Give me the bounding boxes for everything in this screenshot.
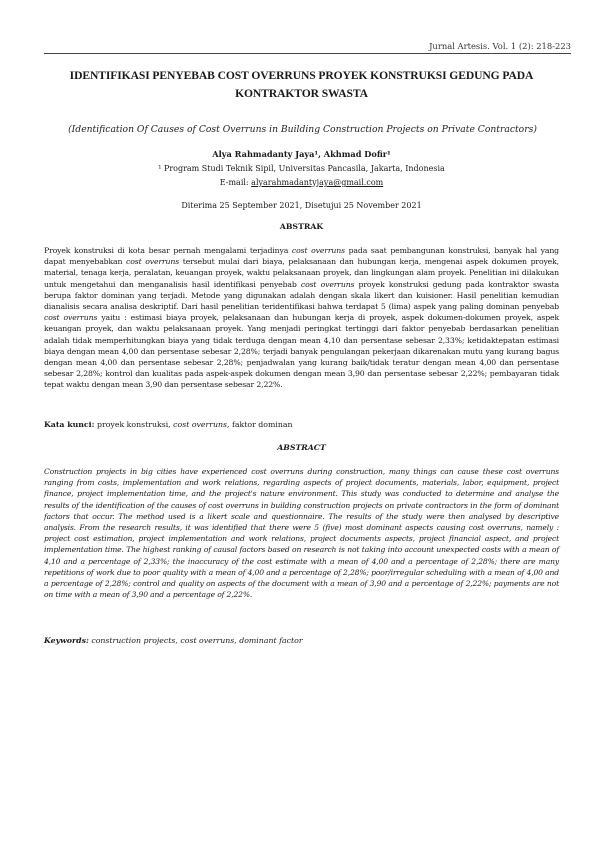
paper-title: IDENTIFIKASI PENYEBAB COST OVERRUNS PROYEK KONSTRUKSI GEDUNG PADA KONTRAKTOR SWASTA (69, 69, 534, 100)
kata-kunci-text: , faktor dominan (227, 420, 293, 429)
kata-kunci-label: Kata kunci: (44, 420, 95, 429)
kata-kunci (44, 420, 559, 429)
received-accepted-dates: Diterima 25 September 2021, Disetujui 25 November 2021 (181, 201, 422, 210)
abstrak-body (44, 245, 559, 391)
affiliation: ¹ Program Studi Teknik Sipil, Universitas Pancasila, Jakarta, Indonesia (158, 164, 445, 173)
abstrak-text: proyek konstruksi gedung pada kontraktor swasta berupa faktor dominan yang terjadi. Metode yang digunakan adalah dengan skala likert dan kuisioner. Hasil penelitian kemudian dianalisis secara analisa deskriptif. Dari hasil penelitian teridentifikasi bahwa terdapat 5 (lima) aspek yang paling dominan penyebab (44, 279, 559, 312)
kata-kunci-text: proyek konstruksi, (94, 420, 174, 429)
running-head: Jurnal Artesis. Vol. 1 (2): 218-223 (429, 41, 571, 51)
abstrak-text: yaitu : estimasi biaya proyek, pelaksanaan dan hubungan kerja di proyek, aspek dokumen-dokumen proyek, aspek keuangan proyek, dan waktu pelaksanaan proyek. Yang menjadi peringkat tertinggi dari faktor penyebab berdasarkan penelitian adalah tidak memperhitungkan biaya yang tidak terduga dengan mean 4,10 dan persentase sebesar 2,33%; ketidaktepatan estimasi biaya dengan mean 4,00 dan persentase sebesar 2,28%; terjadi banyak pengulangan pekerjaan dikarenakan mutu yang kurang bagus dengan mean 4,00 dan persentase sebesar 2,28%; penjadwalan yang kurang baik/tidak teratur dengan mean 4,00 dan persentase sebesar 2,28%; kontrol dan kualitas pada aspek-aspek dokumen dengan mean 3,90 dan persentase sebesar 2,22%; pembayaran tidak tepat waktu dengan mean 3,90 dan persentase sebesar 2,22%. (44, 313, 559, 390)
email-line (44, 178, 559, 187)
header-rule (44, 53, 571, 54)
abstract-heading: ABSTRACT (277, 443, 326, 452)
keywords-text: construction projects, cost overruns, dominant factor (88, 636, 303, 645)
keywords (44, 636, 559, 645)
abstrak-text: pada saat pembangunan konstruksi, banyak hal yang dapat menyebabkan (44, 246, 559, 267)
abstrak-italic-term: cost overruns (300, 279, 355, 289)
abstrak-italic-term: cost overruns (291, 246, 345, 255)
email-link[interactable]: alyarahmadantyjaya@gmail.com (251, 178, 384, 187)
kata-kunci-italic: cost overruns (173, 420, 228, 429)
abstrak-text: Proyek konstruksi di kota besar pernah mengalami terjadinya (44, 246, 292, 255)
paper-subtitle: (Identification Of Causes of Cost Overruns in Building Construction Projects on Private Contractors) (68, 124, 537, 135)
abstrak-heading: ABSTRAK (279, 222, 324, 231)
abstrak-text: tersebut mulai dari biaya, pelaksanaan dan hubungan kerja, mengenai aspek dokumen proyek, material, tenaga kerja, peralatan, keuangan proyek, waktu pelaksanaan proyek, dan lingkungan alam proyek. Penelitian ini dilakukan untuk mengetahui dan menganalisis hasil identifikasi penyebab (44, 257, 559, 289)
authors: Alya Rahmadanty Jaya¹, Akhmad Dofir¹ (212, 149, 391, 159)
abstrak-italic-term: cost overruns (44, 313, 98, 323)
email-label: E-mail: (219, 178, 252, 187)
keywords-label: Keywords: (44, 636, 89, 645)
abstract-body: Construction projects in big cities have experienced cost overruns during construction, many things can cause these cost overruns ranging from costs, implementation and work relations, regarding aspects of project documents, materials, labor, equipment, project finance, project implementation time, and the project's nature environment. This study was conducted to determine and analyse the results of the identification of the causes of cost overruns in building construction projects on private contractors in the form of dominant factors that occur. The method used is a likert scale and questionnaire. The results of the study were then analysed by descriptive analysis. From the research results, it was identified that there were 5 (five) most dominant aspects causing cost overruns, namely : project cost estimation, project implementation and work relations, project documents aspects, project financial aspect, and project implementation time. The highest ranking of causal factors based on research is not taking into account unexpected costs with a mean of 4,10 and a percentage of 2,33%; the inaccuracy of the cost estimate with a mean of 4,00 and a percentage of 2,28%; there are many repetitions of work due to poor quality with a mean of 4,00 and a percentage of 2,28%; poor/irregular scheduling with a mean of 4,00 and a percentage of 2,28%; control and quality on aspects of the document with a mean of 3,90 and a percentage of 2,22%; payments are not on time with a mean of 3,90 and a percentage of 2,22%. (44, 467, 559, 600)
abstrak-italic-term: cost overruns (126, 257, 180, 267)
